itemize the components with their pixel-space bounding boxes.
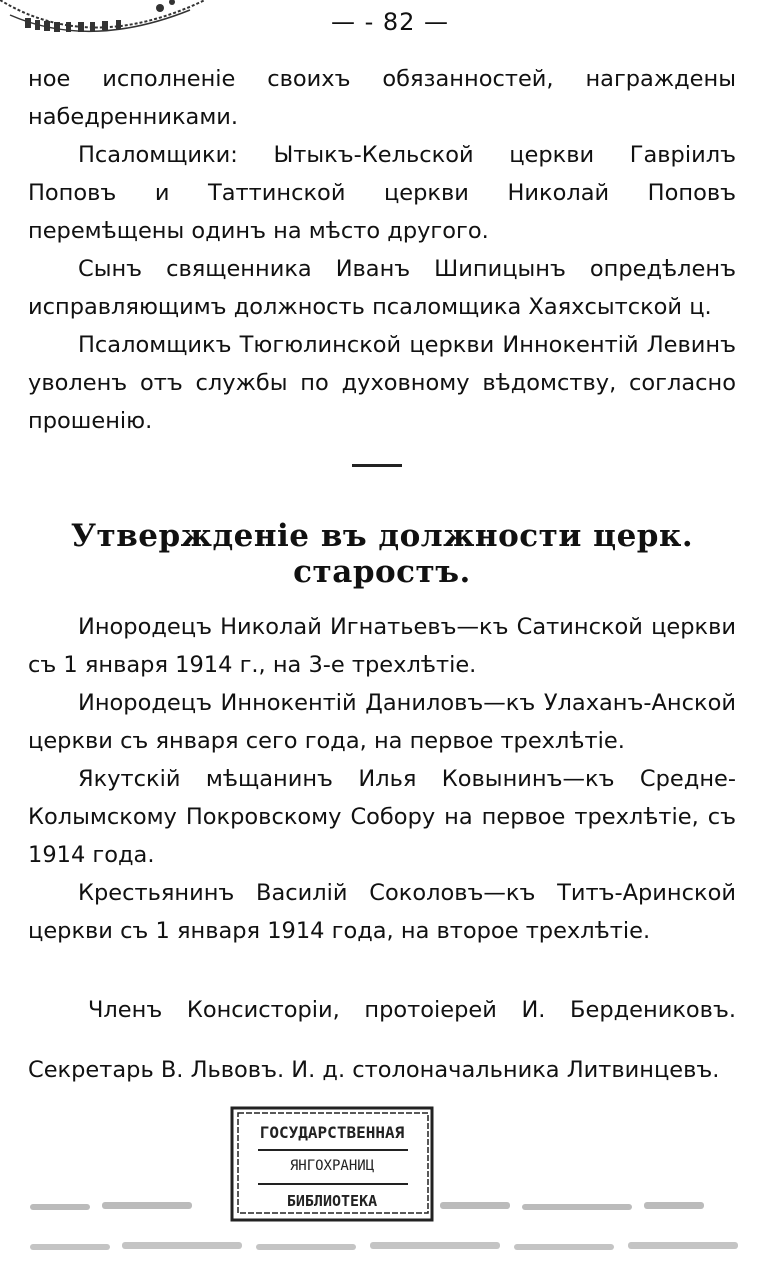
stamp-line-1: ГОСУДАРСТВЕННАЯ (259, 1123, 405, 1142)
page-number: — - 82 — (330, 8, 450, 36)
paragraph-appointment: Сынъ священника Иванъ Шипицынъ опредѣленъ исправляющимъ должность псаломщика Хаяхсытской ц. (28, 256, 736, 320)
paragraph-warden-2: Инородецъ Иннокентій Даниловъ—къ Улаханъ-Анской церкви съ января сего года, на первое трехлѣтіе. (28, 690, 736, 754)
bleed-through-text-1 (30, 1192, 750, 1222)
text-block-wardens (28, 608, 736, 950)
stamp-line-2: ЯНГОХРАНИЦ (289, 1158, 375, 1174)
section-divider (352, 464, 402, 467)
paragraph-dismissal: Псаломщикъ Тюгюлинской церкви Иннокентій Левинъ уволенъ отъ службы по духовному вѣдомству, согласно прошенію. (28, 332, 736, 434)
paragraph-warden-1: Инородецъ Николай Игнатьевъ—къ Сатинской церкви съ 1 января 1914 г., на 3-е трехлѣтіе. (28, 614, 736, 678)
bleed-through-text-2 (30, 1232, 750, 1262)
paragraph-awards: ное исполненіе своихъ обязанностей, награждены набедренниками. (28, 66, 736, 130)
paragraph-psalmists-transfer: Псаломщики: Ытыкъ-Кельской церкви Гавріилъ Поповъ и Таттинской церкви Николай Поповъ перемѣщены одинъ на мѣсто другого. (28, 142, 736, 244)
stamp-line-3: БИБЛИОТЕКА (286, 1192, 378, 1210)
paragraph-warden-4: Крестьянинъ Василій Соколовъ—къ Титъ-Аринской церкви съ 1 января 1914 года, на второе трехлѣтіе. (28, 880, 736, 944)
signature-block: Членъ Консисторіи, протоіерей И. Бердениковъ. Секретарь В. Львовъ. И. д. столоначальника Литвинцевъ. (28, 997, 736, 1083)
text-block-ordinations (28, 60, 736, 440)
section-heading: Утвержденіе въ должности церк. старостъ. (70, 518, 694, 590)
paragraph-warden-3: Якутскій мѣщанинъ Илья Ковынинъ—къ Средне-Колымскому Покровскому Собору на первое трехлѣтіе, съ 1914 года. (28, 766, 736, 868)
